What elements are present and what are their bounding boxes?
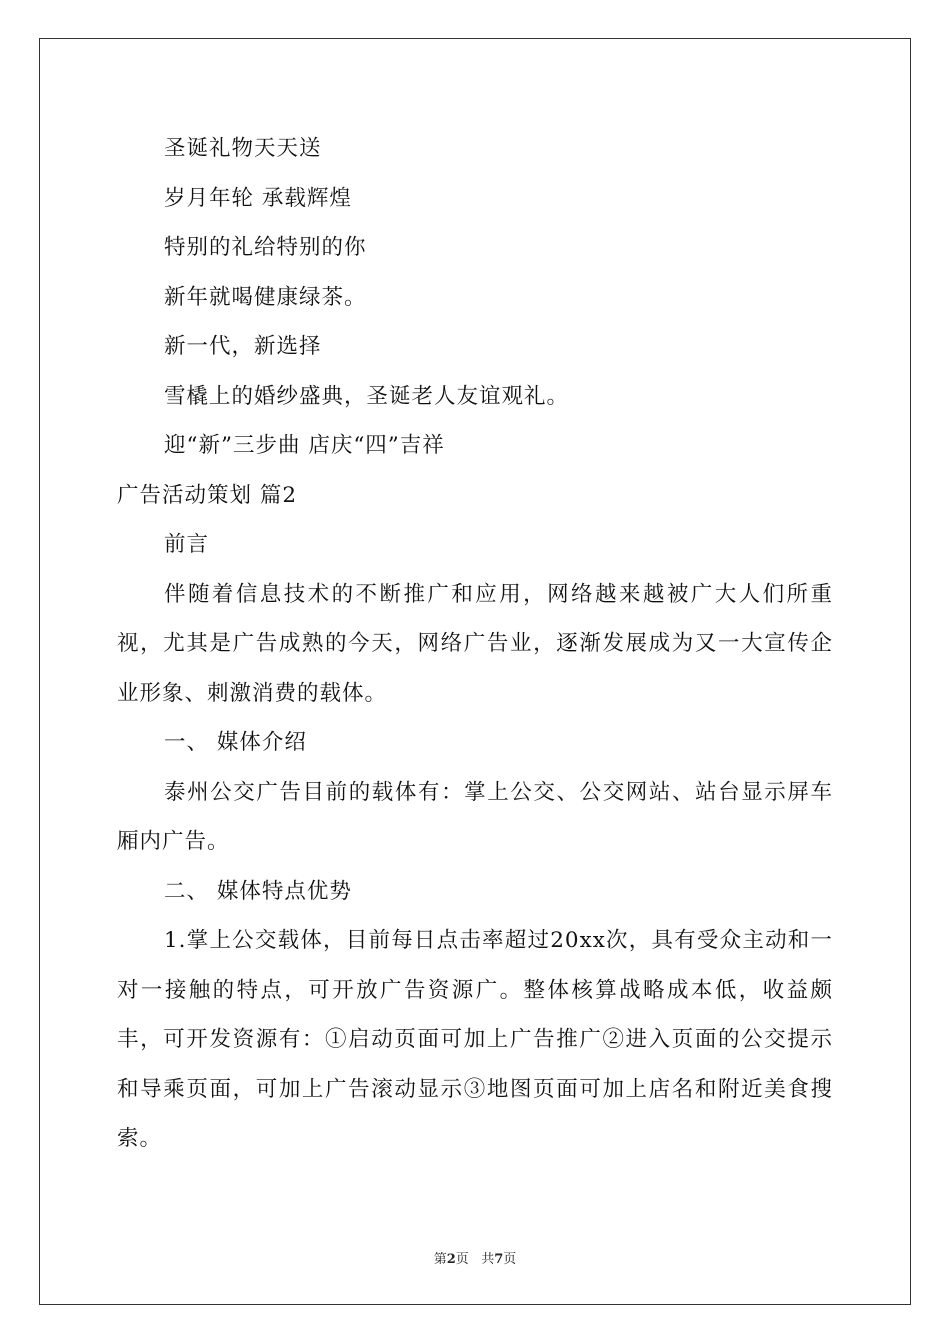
slogan-line: 雪橇上的婚纱盛典，圣诞老人友谊观礼。 [164, 383, 570, 409]
footer-total-suffix: 页 [503, 1252, 517, 1267]
page-footer [0, 1248, 950, 1267]
slogan-line: 岁月年轮 承载辉煌 [164, 185, 352, 211]
slogan-line: 特别的礼给特别的你 [164, 235, 367, 260]
slogan-line: 新一代，新选择 [164, 334, 322, 359]
media-advantage-heading: 二、 媒体特点优势 [164, 878, 352, 904]
preface-paragraph: 伴随着信息技术的不断推广和应用，网络越来越被广大人们所重视，尤其是广告成熟的今天，网络广告业，逐渐发展成为又一大宣传企业形象、刺激消费的载体。 [117, 581, 833, 706]
footer-page-suffix: 页 [455, 1252, 469, 1267]
preface-heading: 前言 [164, 532, 210, 557]
section-title: 广告活动策划 篇2 [117, 482, 298, 508]
footer-prefix: 第 [433, 1252, 447, 1267]
slogan-line: 圣诞礼物天天送 [164, 136, 322, 161]
document-body [117, 124, 833, 1164]
slogan-line: 迎“新”三步曲 店庆“四”吉祥 [164, 433, 445, 458]
media-advantage-paragraph: 1.掌上公交载体，目前每日点击率超过20xx次，具有受众主动和一对一接触的特点，可开放广告资源广。整体核算战略成本低，收益颇丰，可开发资源有：①启动页面可加上广告推广②进入页面的公交提示和导乘页面，可加上广告滚动显示③地图页面可加上店名和附近美食搜索。 [117, 928, 833, 1151]
footer-total-pages: 7 [494, 1252, 504, 1267]
media-intro-heading: 一、 媒体介绍 [164, 730, 307, 755]
footer-total-prefix: 共 [481, 1252, 495, 1267]
footer-page-number: 2 [446, 1252, 456, 1267]
media-intro-paragraph: 泰州公交广告目前的载体有：掌上公交、公交网站、站台显示屏车厢内广告。 [117, 779, 833, 854]
slogan-line: 新年就喝健康绿茶。 [164, 284, 367, 310]
